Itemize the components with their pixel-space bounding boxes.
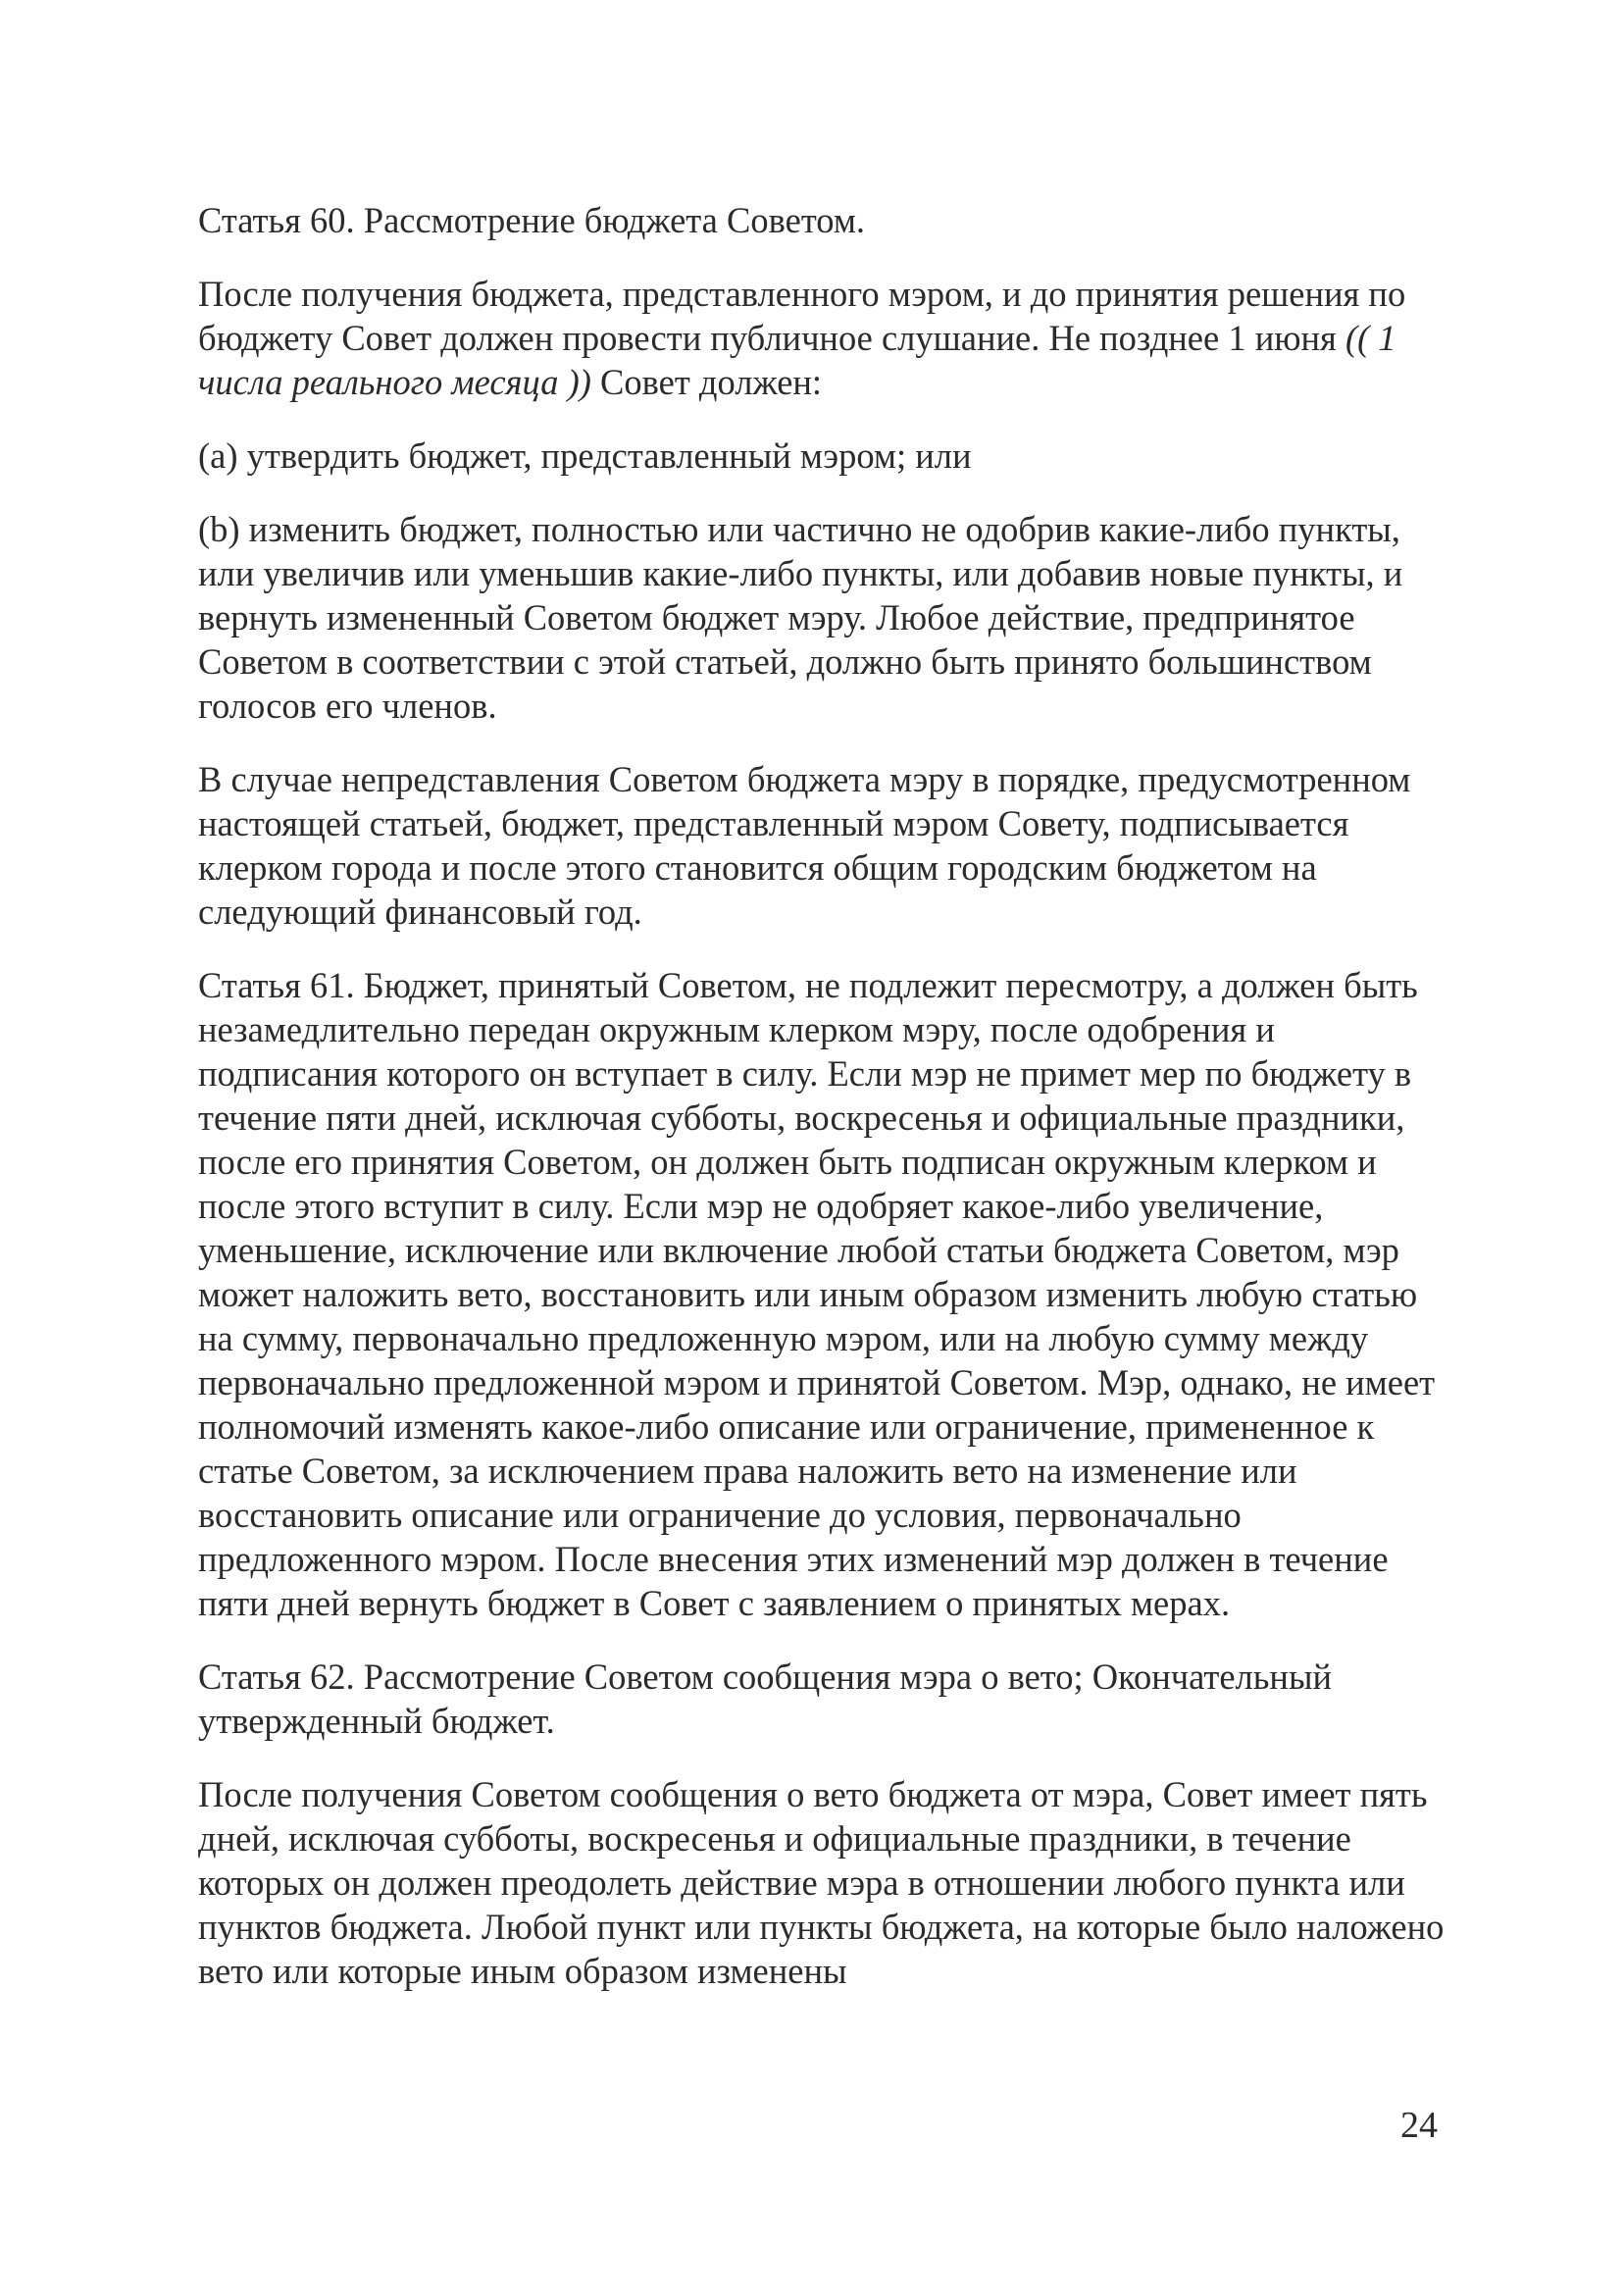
article-60-heading: Статья 60. Рассмотрение бюджета Советом.: [198, 200, 866, 240]
article-60-intro-text-end: Совет должен:: [590, 362, 823, 402]
article-61-paragraph: Статья 61. Бюджет, принятый Советом, не подлежит пересмотру, а должен быть незамедлительно передан окружным клерком мэру, после одобрения и подписания которого он вступает в силу. Если мэр не примет мер по бюджету в течение пяти дней, исключая субботы, воскресенья и официальные праздники, после его принятия Советом, он должен быть подписан окружным клерком и после этого вступит в силу. Если мэр не одобряет какое-либо увеличение, уменьшение, исключение или включение любой статьи бюджета Советом, мэр может наложить вето, восстановить или иным образом изменить любую статью на сумму, первоначально предложенную мэром, или на любую сумму между первоначально предложенной мэром и принятой Советом. Мэр, однако, не имеет полномочий изменять какое-либо описание или ограничение, примененное к статье Советом, за исключением права наложить вето на изменение или восстановить описание или ограничение до условия, первоначально предложенного мэром. После внесения этих изменений мэр должен в течение пяти дней вернуть бюджет в Совет с заявлением о принятых мерах.: [198, 965, 1436, 1623]
article-62-heading: Статья 62. Рассмотрение Советом сообщения мэра о вето; Окончательный утвержденный бюджет.: [198, 1657, 1333, 1741]
article-60-intro: [198, 272, 1453, 404]
article-60-intro-text: После получения бюджета, представленного мэром, и до принятия решения по бюджету Совет должен провести публичное слушание. Не позднее 1 июня: [198, 274, 1406, 358]
article-60-item-a: (a) утвердить бюджет, представленный мэром; или: [198, 435, 972, 476]
page-number: 24: [1400, 2105, 1438, 2146]
article-60-intro-italic-note: (( 1 числа реального месяца )): [198, 318, 1396, 402]
article-62-paragraph: После получения Советом сообщения о вето бюджета от мэра, Совет имеет пять дней, исключая субботы, воскресенья и официальные праздники, в течение которых он должен преодолеть действие мэра в отношении любого пункта или пунктов бюджета. Любой пункт или пункты бюджета, на которые было наложено вето или которые иным образом изменены: [198, 1774, 1445, 1991]
article-60-fallback-paragraph: В случае непредставления Советом бюджета мэру в порядке, предусмотренном настоящей статьей, бюджет, представленный мэром Совету, подписывается клерком города и после этого становится общим городским бюджетом на следующий финансовый год.: [198, 759, 1411, 932]
document-body: [198, 198, 1453, 2022]
article-60-item-b: (b) изменить бюджет, полностью или частично не одобрив какие-либо пункты, или увеличив или уменьшив какие-либо пункты, или добавив новые пункты, и вернуть измененный Советом бюджет мэру. Любое действие, предпринятое Советом в соответствии с этой статьей, должно быть принято большинством голосов его членов.: [198, 509, 1403, 726]
